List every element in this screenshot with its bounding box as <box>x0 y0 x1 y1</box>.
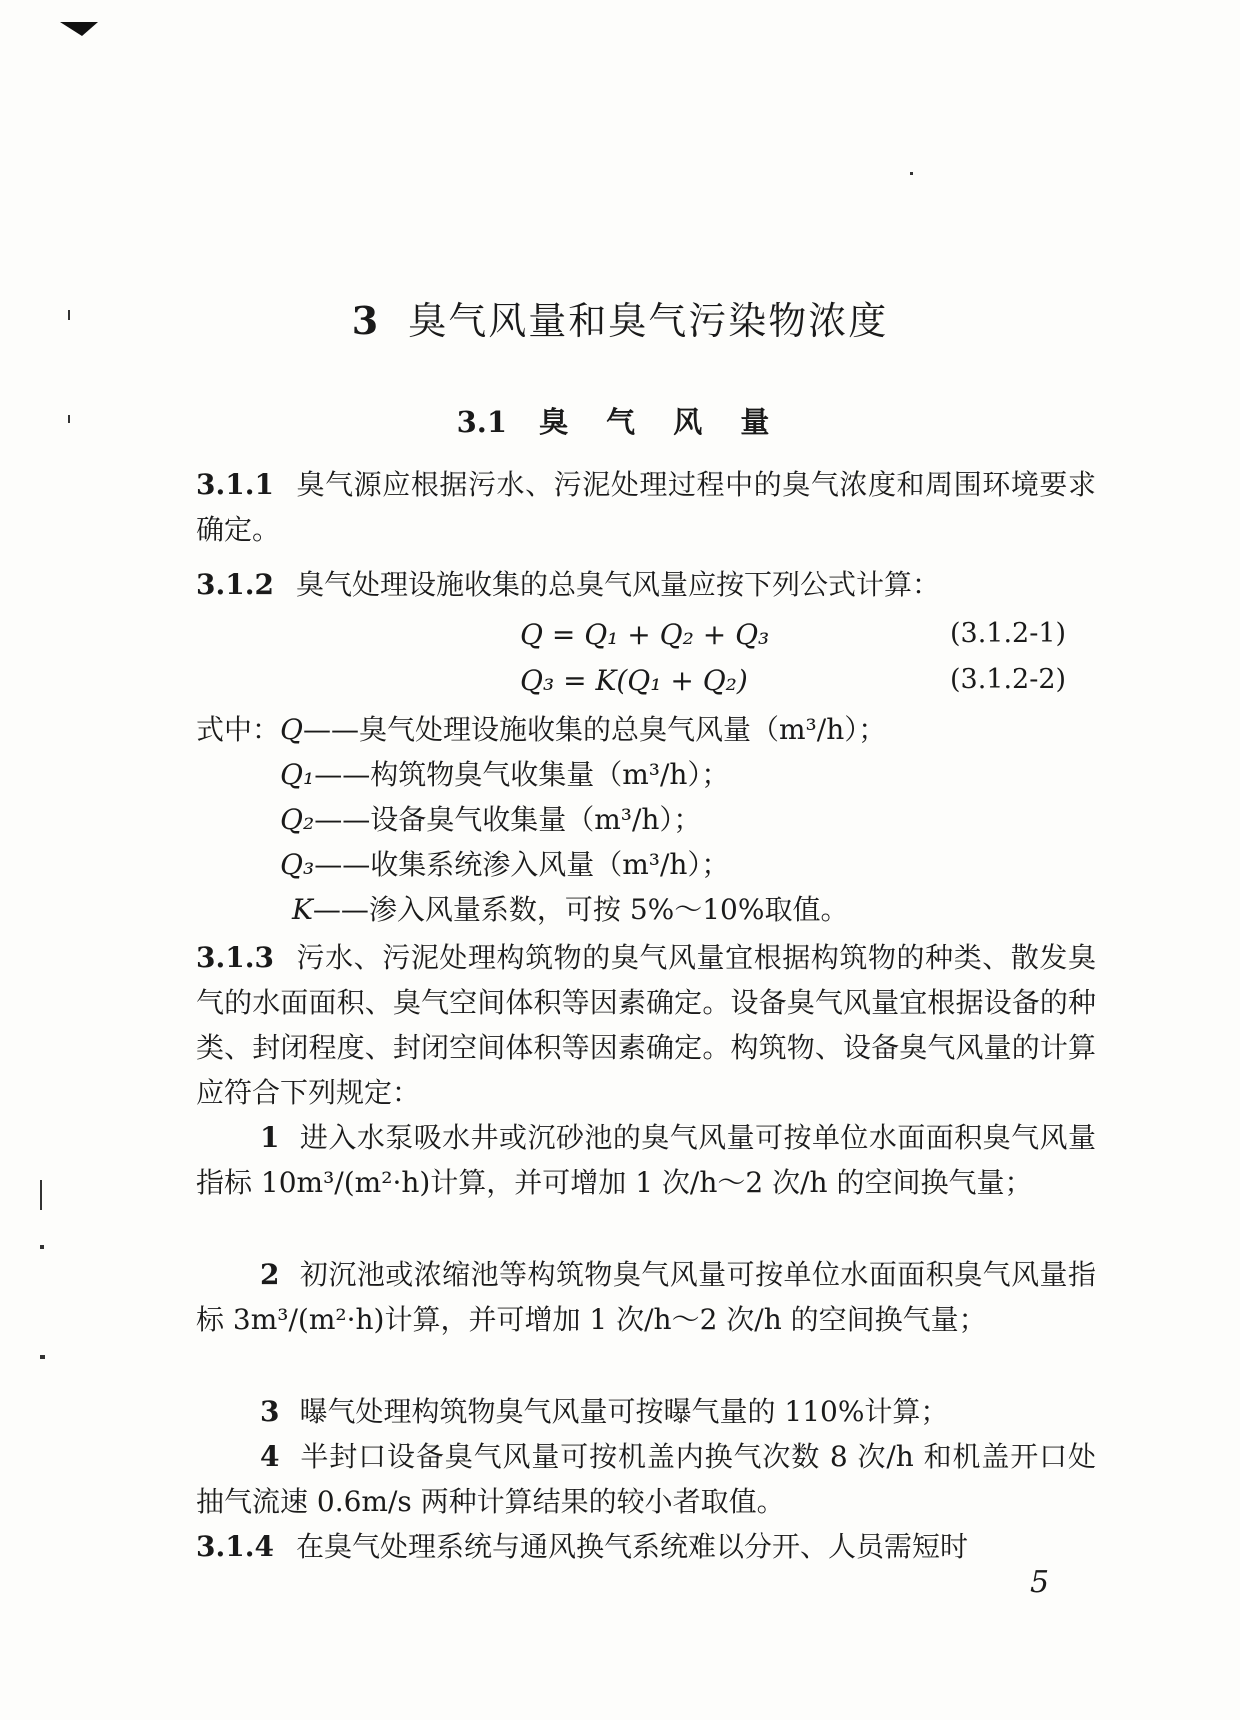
equation-number: (3.1.2-1) <box>950 618 1067 649</box>
page-number: 5 <box>1030 1565 1050 1600</box>
scan-speck <box>910 172 913 175</box>
symbol-definition: ——构筑物臭气收集量（m³/h）； <box>314 758 730 791</box>
where-line-q3 <box>280 845 729 885</box>
where-prefix: 式中： <box>196 713 281 746</box>
where-line-q2 <box>280 800 701 840</box>
list-item <box>196 1389 1096 1434</box>
scan-speck <box>40 1245 44 1249</box>
symbol-definition: ——设备臭气收集量（m³/h）； <box>314 803 702 836</box>
formula-3-1-2-2: Q₃ = K(Q₁ + Q₂) <box>520 664 748 697</box>
section-title-text: 臭 气 风 量 <box>539 405 784 439</box>
item-number: 3 <box>260 1395 280 1428</box>
clause-number: 3.1.4 <box>196 1530 274 1563</box>
item-number: 2 <box>260 1258 280 1291</box>
formula-3-1-2-1: Q = Q₁ + Q₂ + Q₃ <box>520 618 770 651</box>
item-number: 1 <box>260 1121 280 1154</box>
clause-number: 3.1.2 <box>196 568 274 601</box>
list-item <box>196 1115 1096 1205</box>
scan-corner-mark <box>60 22 98 36</box>
clause-number: 3.1.3 <box>196 941 274 974</box>
clause-text: 臭气源应根据污水、污泥处理过程中的臭气浓度和周围环境要求确定。 <box>196 468 1096 546</box>
equation-number: (3.1.2-2) <box>950 664 1067 695</box>
item-text: 进入水泵吸水井或沉砂池的臭气风量可按单位水面面积臭气风量指标 10m³/(m²·h)计算，并可增加 1 次/h～2 次/h 的空间换气量； <box>196 1121 1096 1199</box>
clause-text: 臭气处理设施收集的总臭气风量应按下列公式计算： <box>295 568 940 601</box>
symbol-definition: ——收集系统渗入风量（m³/h）； <box>314 848 730 881</box>
symbol-definition: ——渗入风量系数，可按 5%～10%取值。 <box>312 893 849 926</box>
clause-text: 在臭气处理系统与通风换气系统难以分开、人员需短时 <box>295 1530 968 1563</box>
clause-3-1-2 <box>196 562 1096 607</box>
clause-3-1-3 <box>196 935 1096 1115</box>
symbol: Q₁ <box>280 758 315 791</box>
clause-text: 污水、污泥处理构筑物的臭气风量宜根据构筑物的种类、散发臭气的水面面积、臭气空间体积等因素确定。设备臭气风量宜根据设备的种类、封闭程度、封闭空间体积等因素确定。构筑物、设备臭气风量的计算应符合下列规定： <box>196 941 1096 1109</box>
symbol: Q₃ <box>280 848 315 881</box>
section-title <box>0 400 1240 441</box>
list-item <box>196 1252 1096 1342</box>
chapter-number: 3 <box>351 298 381 343</box>
chapter-title <box>0 290 1240 345</box>
item-text: 半封口设备臭气风量可按机盖内换气次数 8 次/h 和机盖开口处抽气流速 0.6m/s 两种计算结果的较小者取值。 <box>196 1440 1096 1518</box>
item-text: 初沉池或浓缩池等构筑物臭气风量可按单位水面面积臭气风量指标 3m³/(m²·h)计算，并可增加 1 次/h～2 次/h 的空间换气量； <box>196 1258 1096 1336</box>
symbol: K <box>292 893 313 926</box>
where-line-k <box>292 890 848 930</box>
scan-speck <box>40 1180 42 1210</box>
list-item <box>196 1434 1096 1524</box>
clause-3-1-1 <box>196 462 1096 552</box>
item-number: 4 <box>260 1440 280 1473</box>
symbol: Q₂ <box>280 803 315 836</box>
symbol-definition: ——臭气处理设施收集的总臭气风量（m³/h）； <box>302 713 887 746</box>
scan-speck <box>40 1355 45 1359</box>
section-number: 3.1 <box>456 405 508 439</box>
clause-number: 3.1.1 <box>196 468 274 501</box>
where-line-q <box>196 710 886 750</box>
item-text: 曝气处理构筑物臭气风量可按曝气量的 110%计算； <box>299 1395 949 1428</box>
where-line-q1 <box>280 755 729 795</box>
clause-3-1-4 <box>196 1524 1096 1569</box>
symbol: Q <box>280 713 303 746</box>
chapter-title-text: 臭气风量和臭气污染物浓度 <box>408 299 889 343</box>
